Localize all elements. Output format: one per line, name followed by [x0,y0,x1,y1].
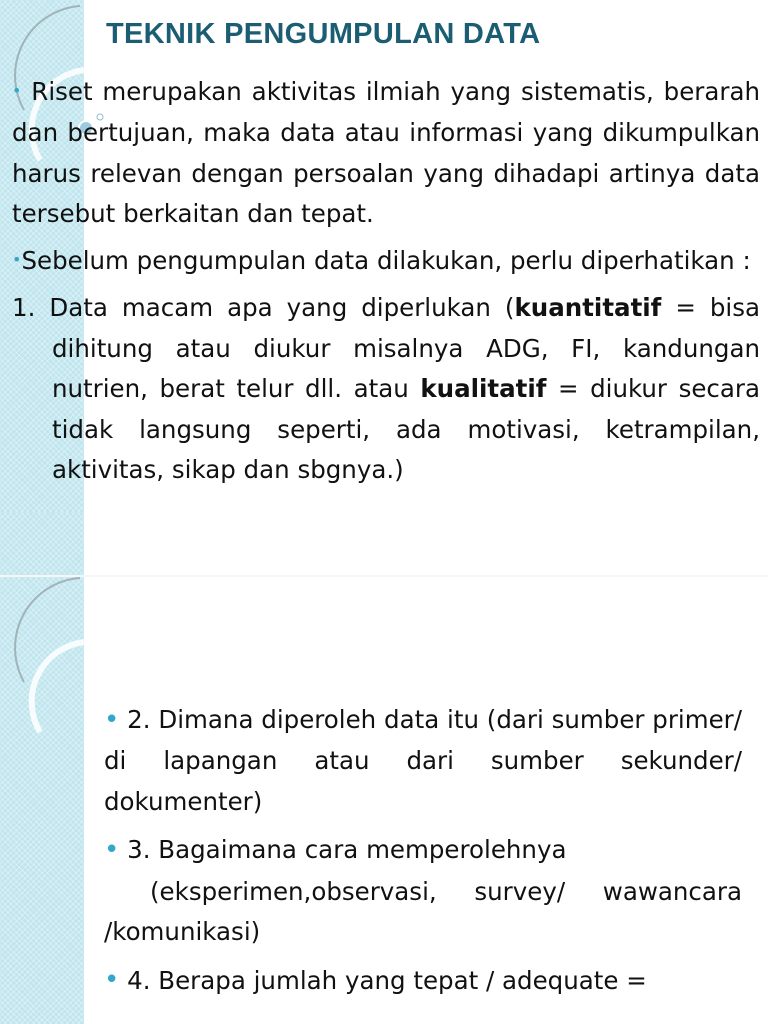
paragraph-2 [12,241,760,282]
paragraph-1 [12,72,760,235]
list-item-3-detail-text: (eksperimen,observasi, survey/ wawancara /komunikasi) [104,876,742,946]
slide-1-content [12,72,760,497]
list-item-3 [104,830,742,871]
slide-title: TEKNIK PENGUMPULAN DATA [106,18,541,50]
slide-divider [0,575,768,577]
list-item-4 [104,961,742,1002]
term-kualitatif: kualitatif [420,374,547,403]
list-item-3-detail [104,872,742,953]
list-item-3-text: 3. Bagaimana cara memperolehnya [127,835,567,865]
slide-2-content [104,700,742,1010]
term-kuantitatif: kuantitatif [514,293,662,322]
list-item-4-text: 4. Berapa jumlah yang tepat / adequate = [127,965,647,995]
paragraph-1-text: Riset merupakan aktivitas ilmiah yang sistematis, berarah dan bertujuan, maka data atau informasi yang dikumpulkan harus relevan dengan persoalan yang dihadapi artinya data tersebut berkaitan dan tepat. [12,77,760,229]
list-item-2-text: 2. Dimana diperoleh data itu (dari sumber primer/ di lapangan atau dari sumber sekunder/ dokumenter) [104,705,742,816]
decorative-rings [0,512,120,1024]
paragraph-2-text: Sebelum pengumpulan data dilakukan, perlu diperhatikan : [21,245,751,275]
list-item-1-prefix: 1. Data macam apa yang diperlukan ( [12,293,515,322]
bullet-icon: • [104,835,120,865]
bullet-icon: • [104,704,120,735]
slide-2 [0,512,768,1024]
list-item-1-middle: = bisa dihitung atau diukur misalnya ADG, FI, kandungan nutrien, berat telur dll. atau [52,293,760,403]
bullet-icon: • [12,249,22,269]
bullet-icon: • [12,80,22,100]
list-item-2 [104,700,742,822]
list-item-1-suffix: = diukur secara tidak langsung seperti, ada motivasi, ketrampilan, aktivitas, sikap dan sbgnya.) [52,374,760,484]
list-item-1 [12,288,760,491]
bullet-icon: • [104,965,120,996]
